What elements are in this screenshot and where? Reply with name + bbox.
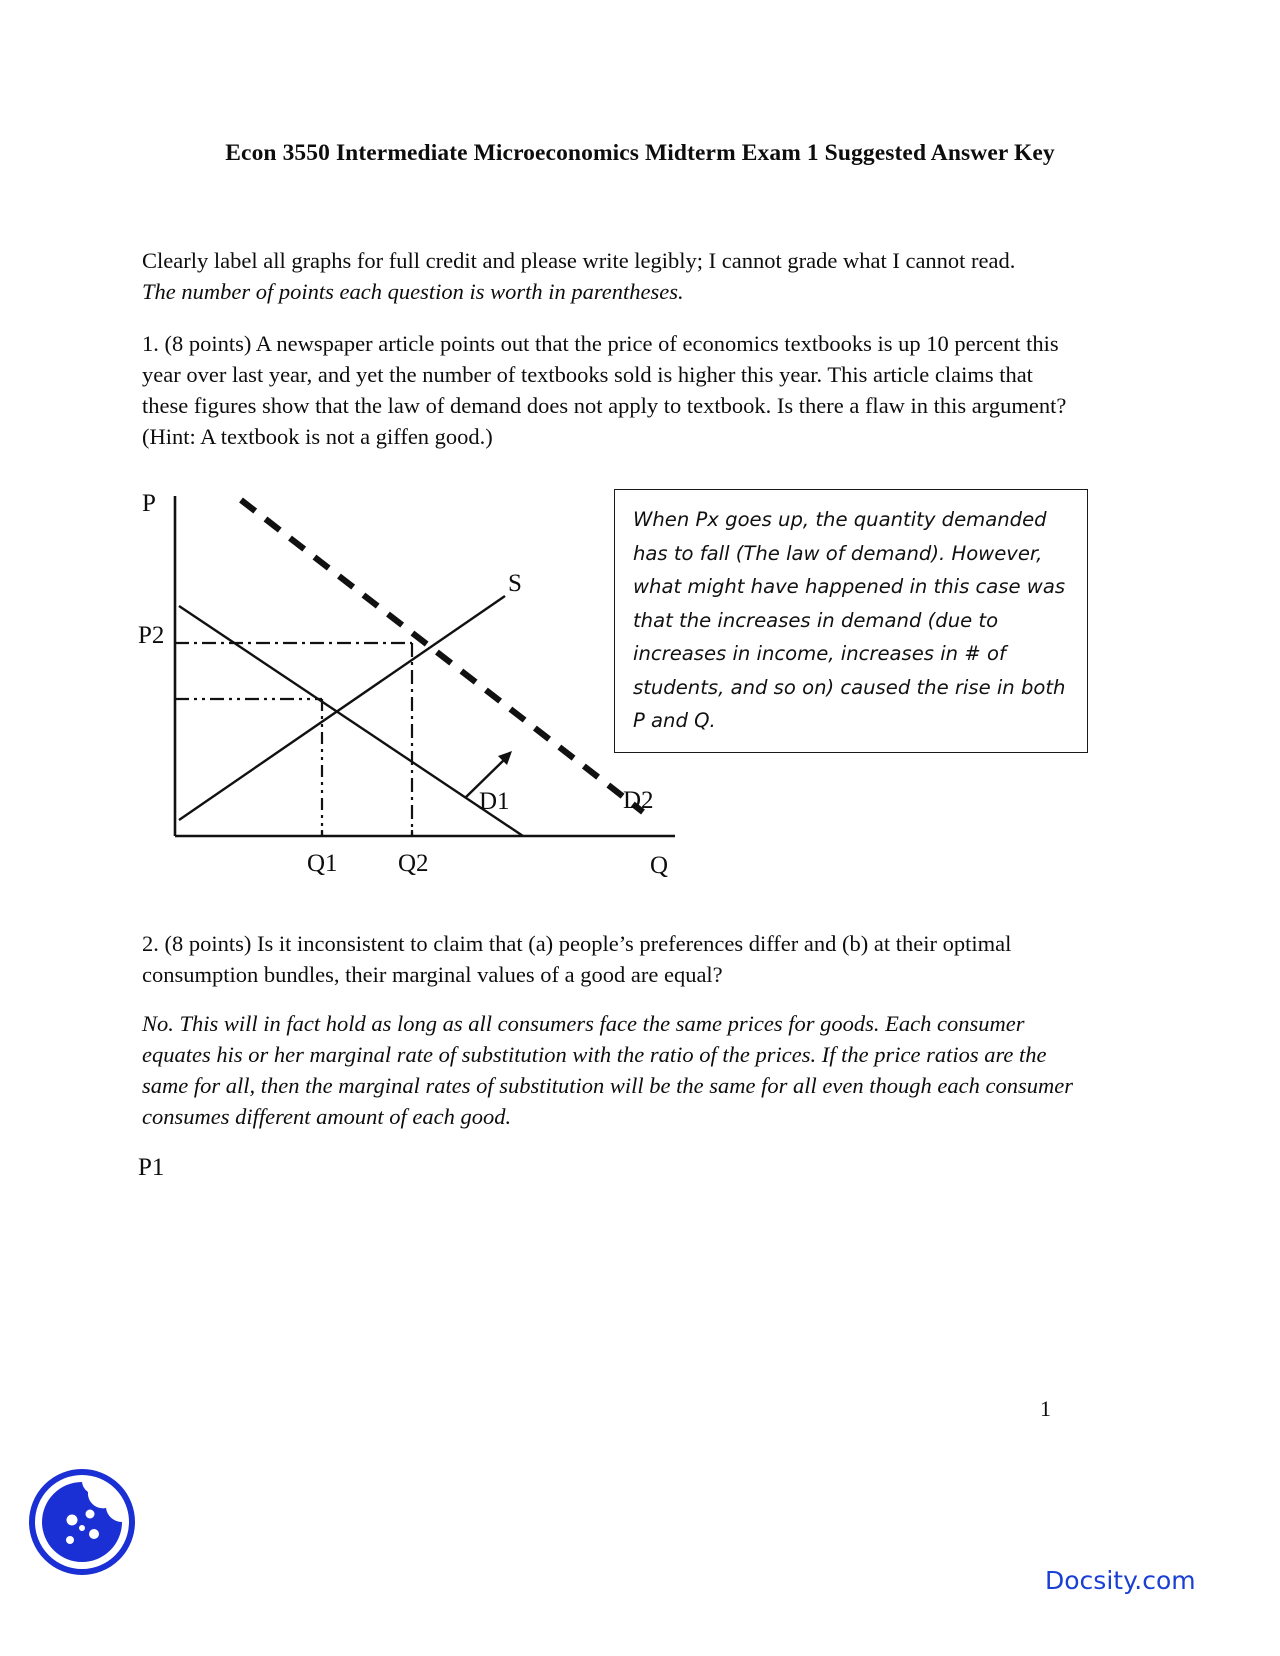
quantity-tick-label-q2: Q2 xyxy=(398,850,429,877)
question-1-text: 1. (8 points) A newspaper article points out that the price of economics textbooks is up 10 percent this year over last year, and yet the number of textbooks sold is higher this year. This article claims that these figures show that the law of demand does not apply to textbook. Is there a flaw in this argument? (Hint: A textbook is not a giffen good.) xyxy=(142,331,1067,449)
points-note-text: The number of points each question is worth in parentheses. xyxy=(142,279,684,304)
demand-curve-d2 xyxy=(241,500,643,812)
demand-curve-d1 xyxy=(179,606,523,836)
curve-label-supply: S xyxy=(508,570,522,597)
page-title: Econ 3550 Intermediate Microeconomics Midterm Exam 1 Suggested Answer Key xyxy=(225,140,1055,166)
question-2-text: 2. (8 points) Is it inconsistent to claim that (a) people’s preferences differ and (b) at their optimal consumption bundles, their marginal values of a good are equal? xyxy=(142,931,1012,987)
price-tick-label-p1: P1 xyxy=(138,1154,165,1181)
curve-label-demand-1: D1 xyxy=(479,788,510,815)
instructions-text: Clearly label all graphs for full credit and please write legibly; I cannot grade what I cannot read. xyxy=(142,248,1016,273)
curve-label-demand-2: D2 xyxy=(623,787,654,814)
axis-label-quantity: Q xyxy=(650,852,669,879)
docsity-wordmark[interactable]: Docsity.com xyxy=(1045,1566,1196,1595)
page-number: 1 xyxy=(1040,1396,1051,1421)
axis-label-price: P xyxy=(142,490,156,517)
price-tick-label-p2: P2 xyxy=(138,622,165,649)
question-1-answer-box: When Px goes up, the quantity demanded has to fall (The law of demand). However, what might have happened in this case was that the increases in demand (due to increases in income, increases in # of students, and so on) caused the rise in both P and Q. xyxy=(614,489,1088,753)
intro-block xyxy=(142,245,1077,307)
docsity-cookie-logo-icon xyxy=(28,1468,136,1576)
quantity-tick-label-q1: Q1 xyxy=(307,850,338,877)
supply-curve xyxy=(179,596,505,820)
question-2-answer-text: No. This will in fact hold as long as all consumers face the same prices for goods. Each consumer equates his or her marginal rate of substitution with the ratio of the prices. If the price ratios are the same for all, then the marginal rates of substitution will be the same for all even though each consumer consumes different amount of each good. xyxy=(142,1011,1073,1129)
